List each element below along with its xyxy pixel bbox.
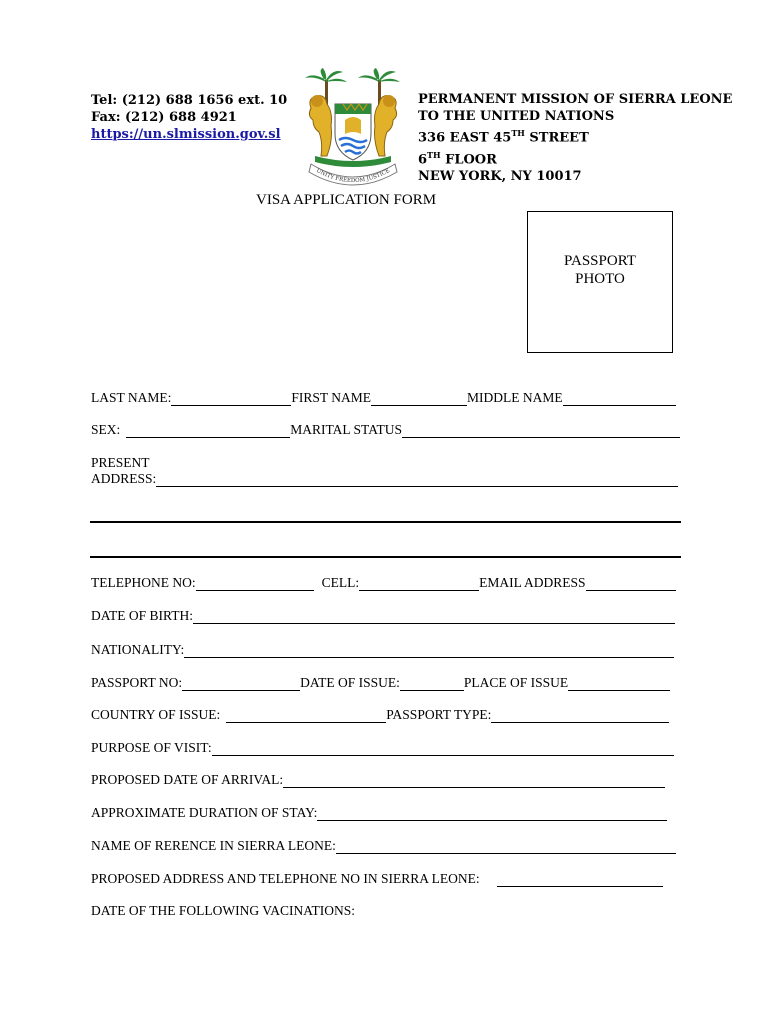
passport-row [91, 675, 670, 691]
duration-row [91, 805, 667, 821]
arrival-row [91, 772, 665, 788]
place-of-issue-field[interactable] [568, 676, 670, 691]
middle-name-label: MIDDLE NAME [467, 390, 563, 405]
arrival-field[interactable] [283, 773, 665, 788]
sex-field[interactable] [126, 423, 290, 438]
country-of-issue-field[interactable] [226, 708, 386, 723]
telephone-label: TELEPHONE NO: [91, 575, 196, 590]
reference-row [91, 838, 676, 854]
form-title: VISA APPLICATION FORM [256, 192, 437, 208]
mission-address-block [418, 92, 732, 185]
email-label: EMAIL ADDRESS [479, 575, 586, 590]
place-of-issue-label: PLACE OF ISSUE [463, 675, 569, 690]
crest-motto: UNITY FREEDOM JUSTICE [315, 167, 391, 185]
dob-label: DATE OF BIRTH: [91, 608, 193, 623]
first-name-label: FIRST NAME [291, 390, 372, 405]
proposed-address-label: PROPOSED ADDRESS AND TELEPHONE NO IN SIERRA LEONE: [91, 871, 480, 886]
passport-no-label: PASSPORT NO: [91, 675, 183, 690]
passport-type-label: PASSPORT TYPE: [386, 707, 492, 722]
date-of-issue-label: DATE OF ISSUE: [300, 675, 400, 690]
vaccinations-row [91, 903, 355, 919]
cell-label: CELL: [321, 575, 360, 590]
last-name-label: LAST NAME: [91, 390, 172, 405]
mission-un-line: TO THE UNITED NATIONS [418, 108, 615, 124]
lion-right-icon [375, 95, 397, 156]
last-name-field[interactable] [171, 391, 291, 406]
sex-label: SEX: [91, 422, 121, 437]
passport-type-field[interactable] [491, 708, 669, 723]
first-name-field[interactable] [371, 391, 467, 406]
mission-name-line: PERMANENT MISSION OF SIERRA LEONE [418, 92, 733, 107]
present-address-block [91, 455, 678, 487]
middle-name-field[interactable] [563, 391, 676, 406]
address-label: ADDRESS: [91, 471, 157, 486]
fax-line: Fax: (212) 688 4921 [91, 110, 237, 125]
nationality-row [91, 642, 674, 658]
vaccinations-label: DATE OF THE FOLLOWING VACINATIONS: [91, 903, 356, 918]
purpose-row [91, 740, 674, 756]
lion-left-icon [309, 95, 331, 156]
address-field[interactable] [156, 472, 678, 487]
cell-field[interactable] [359, 576, 479, 591]
city-line: NEW YORK, NY 10017 [418, 168, 582, 184]
contact-row [91, 575, 676, 591]
address-line-3[interactable] [90, 556, 681, 558]
mission-contact-block [91, 92, 287, 143]
passport-photo-box[interactable] [527, 211, 673, 353]
country-of-issue-label: COUNTRY OF ISSUE: [91, 707, 221, 722]
purpose-field[interactable] [212, 741, 674, 756]
marital-status-label: MARITAL STATUS [290, 422, 402, 437]
street-line: 336 EAST 45TH STREET [418, 128, 589, 146]
name-row [91, 390, 676, 406]
duration-label: APPROXIMATE DURATION OF STAY: [91, 805, 318, 820]
country-type-row [91, 707, 669, 723]
sex-marital-row [91, 422, 680, 438]
dob-row [91, 608, 675, 624]
floor-line: 6TH FLOOR [418, 149, 497, 168]
reference-label: NAME OF RERENCE IN SIERRA LEONE: [91, 838, 336, 853]
present-label: PRESENT [91, 455, 150, 470]
passport-photo-label: PASSPORT PHOTO [564, 253, 636, 287]
shield-icon [335, 104, 371, 160]
dob-field[interactable] [193, 609, 675, 624]
coat-of-arms-icon [303, 68, 403, 186]
proposed-address-field[interactable] [497, 872, 663, 887]
address-line-2[interactable] [90, 521, 681, 523]
marital-status-field[interactable] [402, 423, 680, 438]
date-of-issue-field[interactable] [400, 676, 464, 691]
proposed-address-row [91, 871, 663, 887]
reference-field[interactable] [336, 839, 676, 854]
nationality-label: NATIONALITY: [91, 642, 185, 657]
email-field[interactable] [586, 576, 676, 591]
nationality-field[interactable] [184, 643, 674, 658]
website-link[interactable]: https://un.slmission.gov.sl [91, 127, 281, 142]
duration-field[interactable] [317, 806, 667, 821]
passport-no-field[interactable] [182, 676, 300, 691]
arrival-label: PROPOSED DATE OF ARRIVAL: [91, 772, 284, 787]
purpose-label: PURPOSE OF VISIT: [91, 740, 212, 755]
telephone-field[interactable] [196, 576, 314, 591]
telephone-line: Tel: (212) 688 1656 ext. 10 [91, 93, 288, 108]
